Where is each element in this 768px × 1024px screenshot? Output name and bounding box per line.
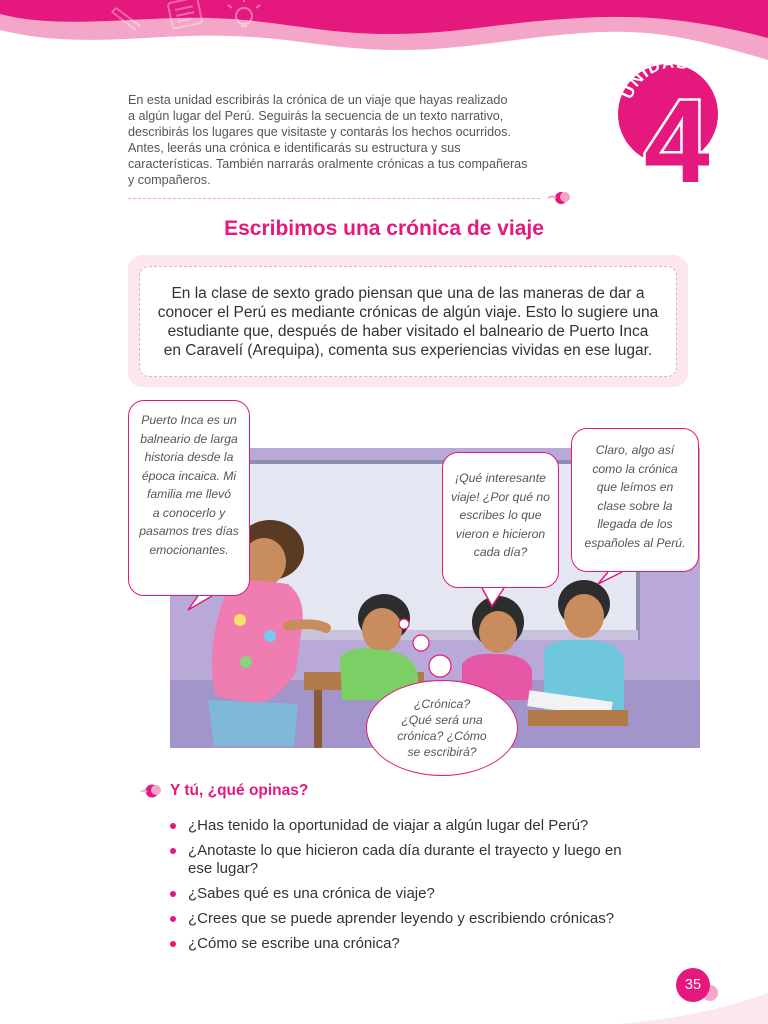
intro-line: características. También narrarás oralmente crónicas a tus compañeras [128,157,528,171]
bullet-icon [170,823,176,829]
list-item: ¿Cómo se escribe una crónica? [170,935,670,953]
speech-bubble-boy-right: Claro, algo así como la crónica que leímos en clase sobre la llegada de los españoles al Perú. [571,428,699,572]
bullet-icon [170,916,176,922]
speech-bubble-standing-girl: Puerto Inca es un balneario de larga historia desde la época incaica. Mi familia me llevó a conocerlo y pasamos tres días emocionantes. [128,400,250,596]
context-line: En la clase de sexto grado piensan que una de las maneras de dar a [171,284,645,302]
intro-line: Antes, leerás una crónica e identificarás su estructura y sus [128,141,461,155]
page-number: 35 [676,968,710,1002]
bullet-icon [170,848,176,854]
opinion-heading [140,782,308,800]
pink-swirl-icon [140,783,162,799]
context-line: conocer el Perú es mediante crónicas de algún viaje. Esto lo sugiere una [157,303,659,321]
intro-line: describirás los lugares que visitaste y contarás los hechos ocurridos. [128,125,511,139]
context-text [139,266,677,377]
thought-dot [429,655,451,677]
question-list [170,817,670,960]
list-item: ¿Has tenido la oportunidad de viajar a algún lugar del Perú? [170,817,670,835]
section-title: Escribimos una crónica de viaje [224,217,544,240]
list-item: ¿Crees que se puede aprender leyendo y escribiendo crónicas? [170,910,670,928]
bullet-icon [170,941,176,947]
context-line: en Caravelí (Arequipa), comenta sus experiencias vividas en ese lugar. [163,341,653,359]
bullet-icon [170,891,176,897]
intro-line: a algún lugar del Perú. Seguirás la secuencia de un texto narrativo, [128,109,504,123]
context-line: estudiante que, después de haber visitado el balneario de Puerto Inca [167,322,649,340]
speech-bubble-seated-girl: ¡Qué interesante viaje! ¿Por qué no escribes lo que vieron e hicieron cada día? [442,452,559,588]
unit-intro-paragraph [128,92,568,188]
intro-line: En esta unidad escribirás la crónica de un viaje que hayas realizado [128,93,508,107]
thought-bubble-boy: ¿Crónica? ¿Qué será una crónica? ¿Cómo se escribirá? [366,680,518,776]
unit-badge [610,50,726,194]
unit-number: 4 [644,76,710,194]
thought-dot [399,619,409,629]
unit-label: UNIDAD [617,52,692,102]
list-item: ¿Sabes qué es una crónica de viaje? [170,885,670,903]
thought-dot [413,635,429,651]
pink-swirl-icon [546,190,572,206]
intro-line: y compañeros. [128,173,211,187]
list-item: ¿Anotaste lo que hicieron cada día durante el trayecto y luego en ese lugar? [170,842,670,877]
dashed-divider [128,198,540,199]
opinion-heading-text: Y tú, ¿qué opinas? [170,782,309,799]
